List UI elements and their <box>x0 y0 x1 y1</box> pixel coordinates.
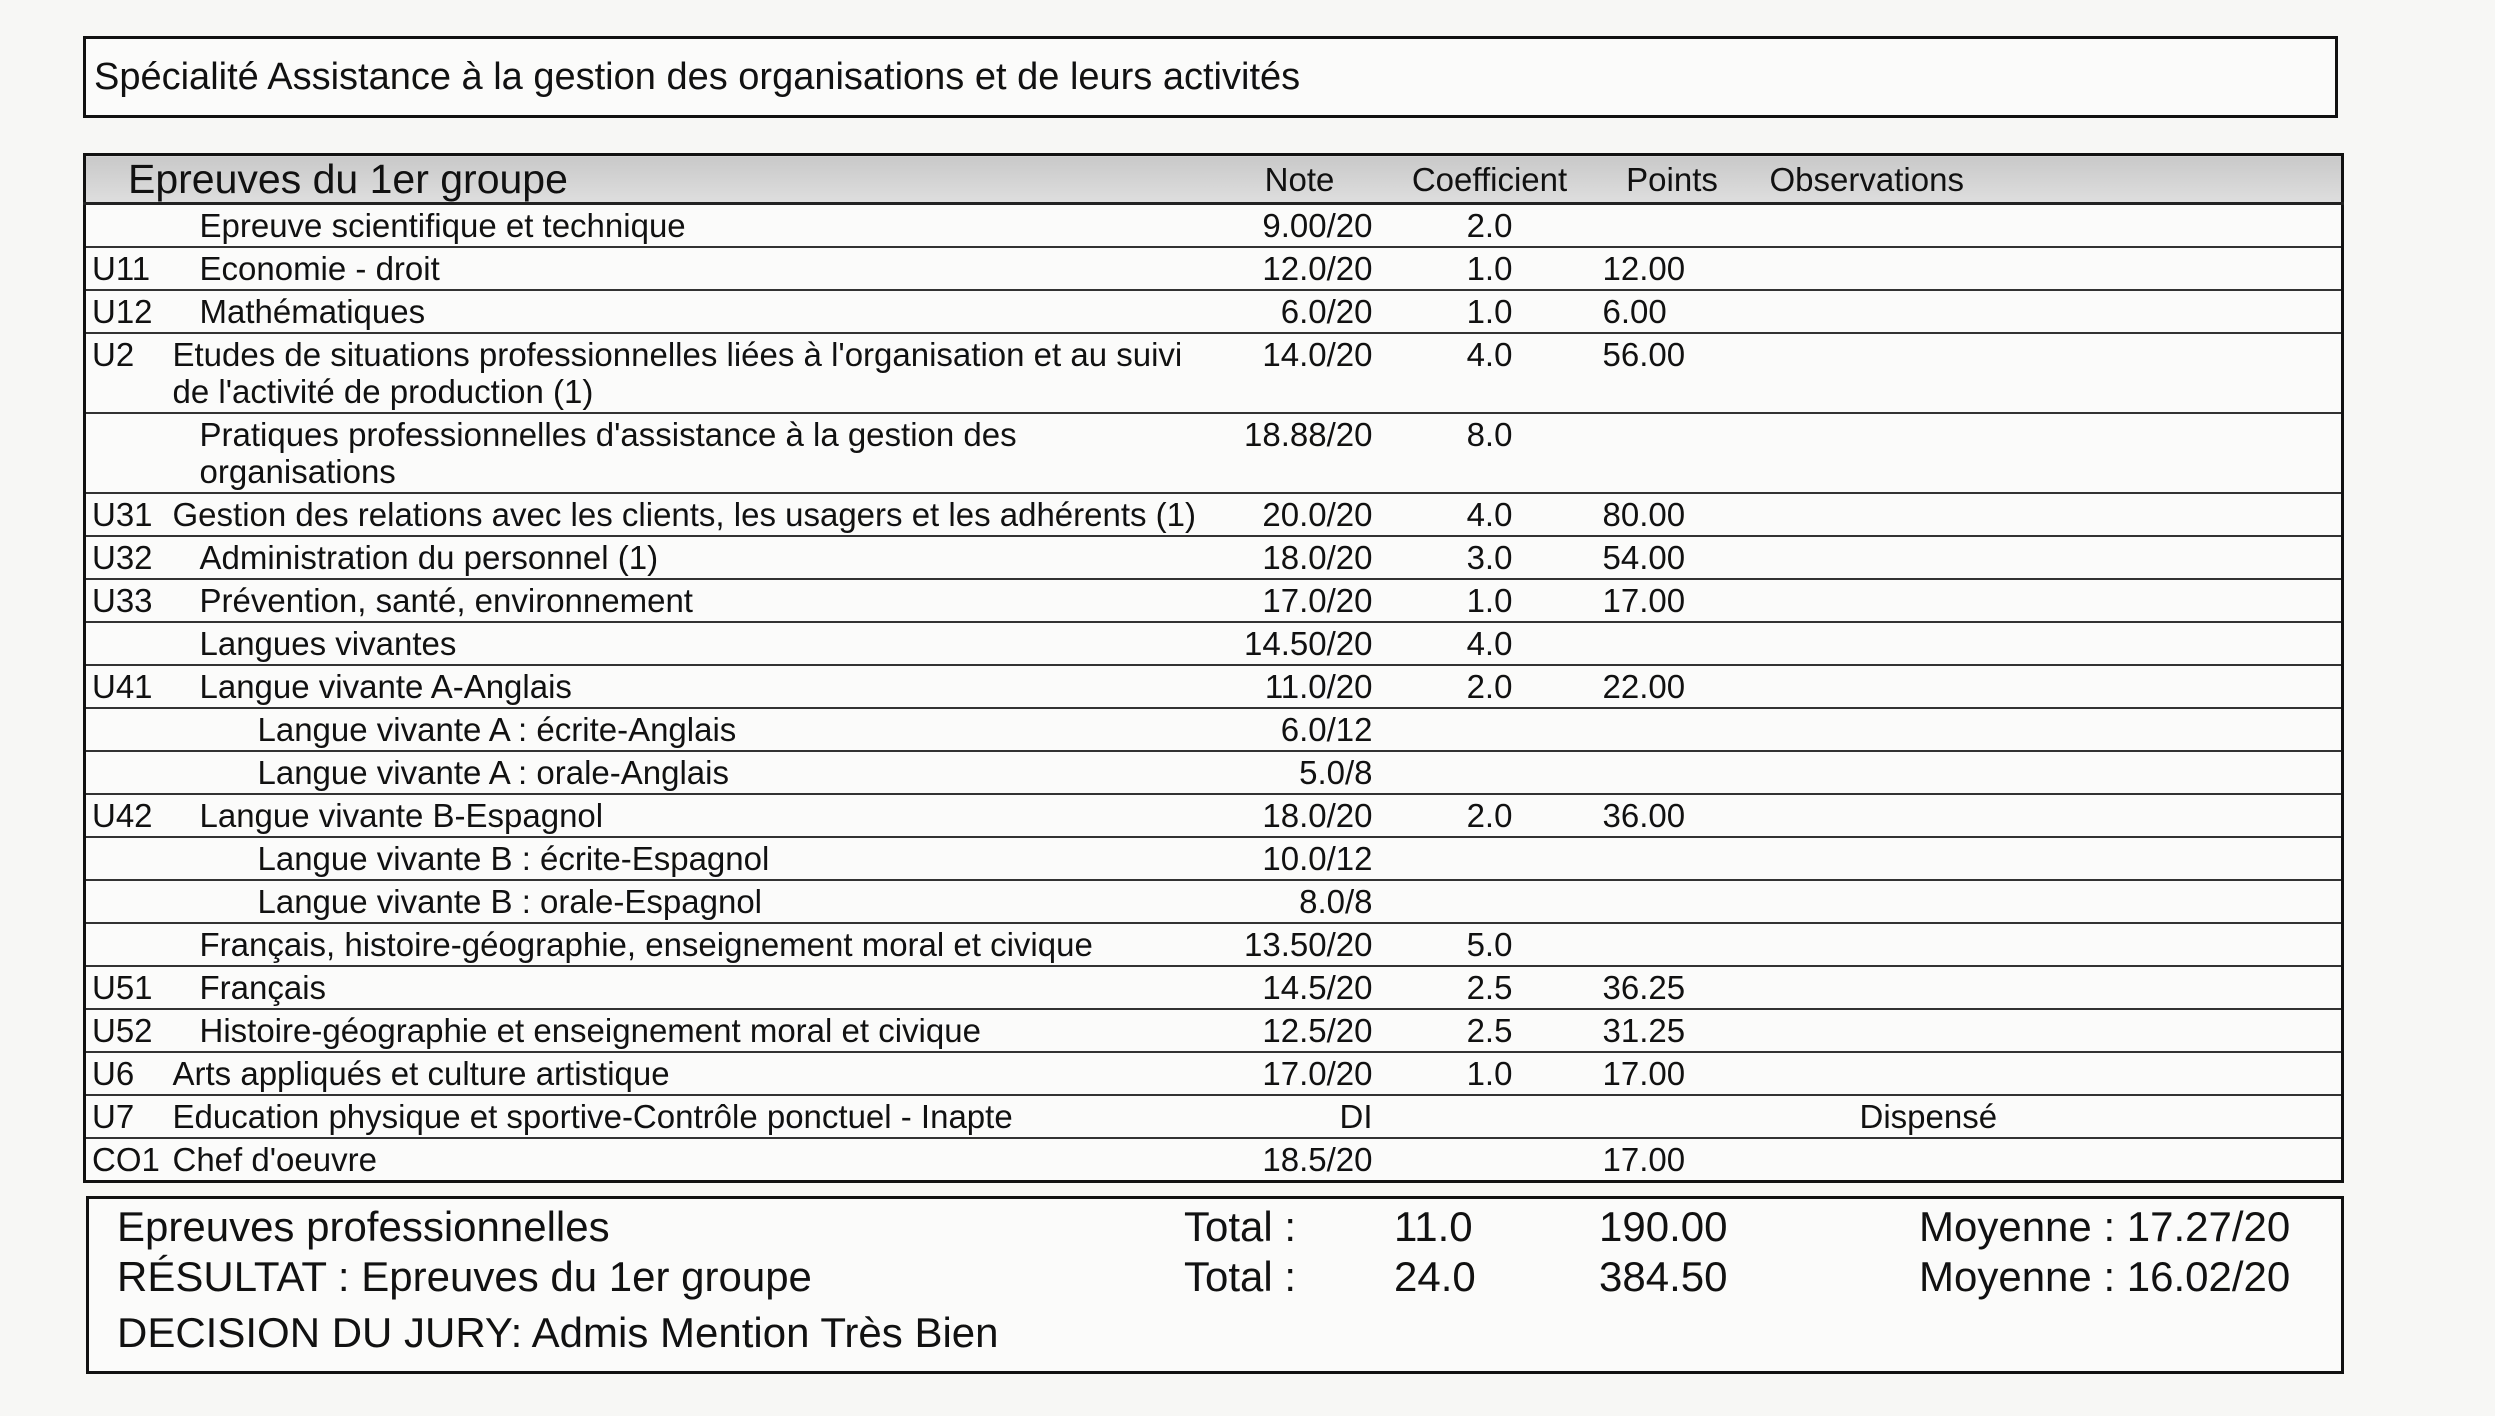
row-note: 9.00/20 <box>1205 204 1395 248</box>
row-coefficient: 1.0 <box>1395 579 1585 622</box>
row-observation <box>1760 204 2343 248</box>
row-note: 5.0/8 <box>1205 751 1395 794</box>
row-code: U11 <box>85 247 165 290</box>
row-note: 18.0/20 <box>1205 536 1395 579</box>
table-row <box>85 1095 2343 1138</box>
row-observation <box>1760 333 2343 413</box>
row-points: 22.00 <box>1585 665 1760 708</box>
pro-coef: 11.0 <box>1394 1203 1473 1250</box>
row-code <box>85 622 165 665</box>
row-code: U12 <box>85 290 165 333</box>
row-observation <box>1760 536 2343 579</box>
row-code <box>85 923 165 966</box>
row-points <box>1585 413 1760 493</box>
pro-label: Epreuves professionnelles <box>117 1203 610 1250</box>
row-coefficient: 2.0 <box>1395 204 1585 248</box>
row-label: Pratiques professionnelles d'assistance à la gestion des organisations <box>165 413 1205 493</box>
row-label: Chef d'oeuvre <box>165 1138 1205 1182</box>
row-coefficient: 4.0 <box>1395 622 1585 665</box>
row-note: 17.0/20 <box>1205 1052 1395 1095</box>
row-coefficient: 4.0 <box>1395 493 1585 536</box>
row-note: 10.0/12 <box>1205 837 1395 880</box>
table-row <box>85 1138 2343 1182</box>
row-coefficient: 4.0 <box>1395 333 1585 413</box>
row-label: Histoire-géographie et enseignement moral et civique <box>165 1009 1205 1052</box>
row-coefficient: 3.0 <box>1395 536 1585 579</box>
row-label: Langue vivante B-Espagnol <box>165 794 1205 837</box>
table-row <box>85 579 2343 622</box>
result-moyenne: Moyenne : 16.02/20 <box>1919 1253 2291 1300</box>
row-coefficient: 2.0 <box>1395 794 1585 837</box>
header-observations: Observations <box>1760 155 2343 204</box>
row-observation <box>1760 1052 2343 1095</box>
table-row <box>85 794 2343 837</box>
row-note: 11.0/20 <box>1205 665 1395 708</box>
table-row <box>85 247 2343 290</box>
table-row <box>85 622 2343 665</box>
row-observation <box>1760 579 2343 622</box>
row-label: Administration du personnel (1) <box>165 536 1205 579</box>
grades-body <box>85 204 2343 1182</box>
row-observation <box>1760 247 2343 290</box>
row-note: 17.0/20 <box>1205 579 1395 622</box>
row-points: 80.00 <box>1585 493 1760 536</box>
row-code <box>85 837 165 880</box>
row-coefficient <box>1395 1138 1585 1182</box>
summary-box <box>86 1196 2344 1374</box>
row-points: 36.00 <box>1585 794 1760 837</box>
row-observation <box>1760 708 2343 751</box>
row-points: 6.00 <box>1585 290 1760 333</box>
jury-decision: DECISION DU JURY: Admis Mention Très Bien <box>117 1309 999 1356</box>
table-row <box>85 413 2343 493</box>
header-coefficient: Coefficient <box>1395 155 1585 204</box>
table-header-row <box>85 155 2343 204</box>
row-note: 20.0/20 <box>1205 493 1395 536</box>
row-label: Langue vivante B : orale-Espagnol <box>165 880 1205 923</box>
row-code <box>85 708 165 751</box>
row-points <box>1585 708 1760 751</box>
row-coefficient: 5.0 <box>1395 923 1585 966</box>
row-observation <box>1760 413 2343 493</box>
row-coefficient: 2.5 <box>1395 966 1585 1009</box>
pro-total-label: Total : <box>1184 1203 1297 1250</box>
row-code: U51 <box>85 966 165 1009</box>
summary-decision-line <box>89 1309 2341 1359</box>
table-title: Epreuves du 1er groupe <box>85 155 1205 204</box>
grades-table <box>83 153 2344 1183</box>
row-label: Prévention, santé, environnement <box>165 579 1205 622</box>
row-coefficient: 1.0 <box>1395 247 1585 290</box>
specialite-box <box>83 36 2338 118</box>
row-label: Arts appliqués et culture artistique <box>165 1052 1205 1095</box>
row-note: DI <box>1205 1095 1395 1138</box>
specialite-title: Spécialité Assistance à la gestion des organisations et de leurs activités <box>94 55 1301 98</box>
row-code <box>85 880 165 923</box>
header-note: Note <box>1205 155 1395 204</box>
row-label: Langue vivante A-Anglais <box>165 665 1205 708</box>
row-code: U42 <box>85 794 165 837</box>
row-coefficient: 2.0 <box>1395 665 1585 708</box>
table-row <box>85 708 2343 751</box>
row-observation <box>1760 880 2343 923</box>
row-label: Langue vivante B : écrite-Espagnol <box>165 837 1205 880</box>
row-note: 18.88/20 <box>1205 413 1395 493</box>
row-code: U41 <box>85 665 165 708</box>
row-observation <box>1760 966 2343 1009</box>
summary-result-line <box>89 1253 2341 1303</box>
table-row <box>85 1009 2343 1052</box>
summary-pro-line <box>89 1203 2341 1253</box>
row-observation <box>1760 923 2343 966</box>
row-observation <box>1760 794 2343 837</box>
table-row <box>85 751 2343 794</box>
row-coefficient: 8.0 <box>1395 413 1585 493</box>
row-points: 17.00 <box>1585 1052 1760 1095</box>
row-coefficient <box>1395 708 1585 751</box>
pro-moyenne: Moyenne : 17.27/20 <box>1919 1203 2291 1250</box>
table-row <box>85 966 2343 1009</box>
table-row <box>85 837 2343 880</box>
row-label: Economie - droit <box>165 247 1205 290</box>
row-label: Langue vivante A : orale-Anglais <box>165 751 1205 794</box>
row-points: 12.00 <box>1585 247 1760 290</box>
row-points <box>1585 622 1760 665</box>
row-points <box>1585 751 1760 794</box>
row-note: 6.0/12 <box>1205 708 1395 751</box>
row-observation: Dispensé <box>1760 1095 2343 1138</box>
row-note: 18.0/20 <box>1205 794 1395 837</box>
row-coefficient <box>1395 880 1585 923</box>
row-points: 17.00 <box>1585 1138 1760 1182</box>
row-points <box>1585 204 1760 248</box>
row-label: Mathématiques <box>165 290 1205 333</box>
row-label: Français, histoire-géographie, enseignement moral et civique <box>165 923 1205 966</box>
table-row <box>85 493 2343 536</box>
table-row <box>85 290 2343 333</box>
row-note: 8.0/8 <box>1205 880 1395 923</box>
row-code <box>85 751 165 794</box>
row-points: 36.25 <box>1585 966 1760 1009</box>
row-note: 14.50/20 <box>1205 622 1395 665</box>
row-label: Langues vivantes <box>165 622 1205 665</box>
row-label: Education physique et sportive-Contrôle ponctuel - Inapte <box>165 1095 1205 1138</box>
header-points: Points <box>1585 155 1760 204</box>
table-row <box>85 923 2343 966</box>
row-code: U52 <box>85 1009 165 1052</box>
row-code: U6 <box>85 1052 165 1095</box>
row-points: 17.00 <box>1585 579 1760 622</box>
row-coefficient: 2.5 <box>1395 1009 1585 1052</box>
row-observation <box>1760 837 2343 880</box>
table-row <box>85 1052 2343 1095</box>
row-code <box>85 204 165 248</box>
table-row <box>85 880 2343 923</box>
row-label: Gestion des relations avec les clients, les usagers et les adhérents (1) <box>165 493 1205 536</box>
row-note: 14.5/20 <box>1205 966 1395 1009</box>
table-row <box>85 665 2343 708</box>
pro-points: 190.00 <box>1599 1203 1728 1250</box>
row-points <box>1585 1095 1760 1138</box>
row-observation <box>1760 1138 2343 1182</box>
row-observation <box>1760 493 2343 536</box>
row-note: 18.5/20 <box>1205 1138 1395 1182</box>
result-coef: 24.0 <box>1394 1253 1476 1300</box>
row-code: CO1 <box>85 1138 165 1182</box>
row-points <box>1585 880 1760 923</box>
row-code: U33 <box>85 579 165 622</box>
row-note: 6.0/20 <box>1205 290 1395 333</box>
row-note: 12.5/20 <box>1205 1009 1395 1052</box>
row-points: 54.00 <box>1585 536 1760 579</box>
row-points: 56.00 <box>1585 333 1760 413</box>
row-note: 14.0/20 <box>1205 333 1395 413</box>
row-label: Français <box>165 966 1205 1009</box>
result-total-label: Total : <box>1184 1253 1297 1300</box>
row-observation <box>1760 751 2343 794</box>
row-observation <box>1760 1009 2343 1052</box>
row-code: U32 <box>85 536 165 579</box>
row-code <box>85 413 165 493</box>
result-label: RÉSULTAT : Epreuves du 1er groupe <box>117 1253 812 1300</box>
row-label: Langue vivante A : écrite-Anglais <box>165 708 1205 751</box>
row-note: 12.0/20 <box>1205 247 1395 290</box>
row-code: U31 <box>85 493 165 536</box>
row-coefficient <box>1395 751 1585 794</box>
row-points: 31.25 <box>1585 1009 1760 1052</box>
row-points <box>1585 923 1760 966</box>
row-coefficient: 1.0 <box>1395 1052 1585 1095</box>
row-label: Etudes de situations professionnelles liées à l'organisation et au suivi de l'activité de production (1) <box>165 333 1205 413</box>
table-row <box>85 333 2343 413</box>
row-coefficient <box>1395 1095 1585 1138</box>
row-label: Epreuve scientifique et technique <box>165 204 1205 248</box>
result-points: 384.50 <box>1599 1253 1728 1300</box>
row-code: U2 <box>85 333 165 413</box>
row-observation <box>1760 665 2343 708</box>
row-points <box>1585 837 1760 880</box>
row-observation <box>1760 622 2343 665</box>
row-code: U7 <box>85 1095 165 1138</box>
table-row <box>85 204 2343 248</box>
row-coefficient: 1.0 <box>1395 290 1585 333</box>
row-coefficient <box>1395 837 1585 880</box>
table-row <box>85 536 2343 579</box>
row-note: 13.50/20 <box>1205 923 1395 966</box>
row-observation <box>1760 290 2343 333</box>
